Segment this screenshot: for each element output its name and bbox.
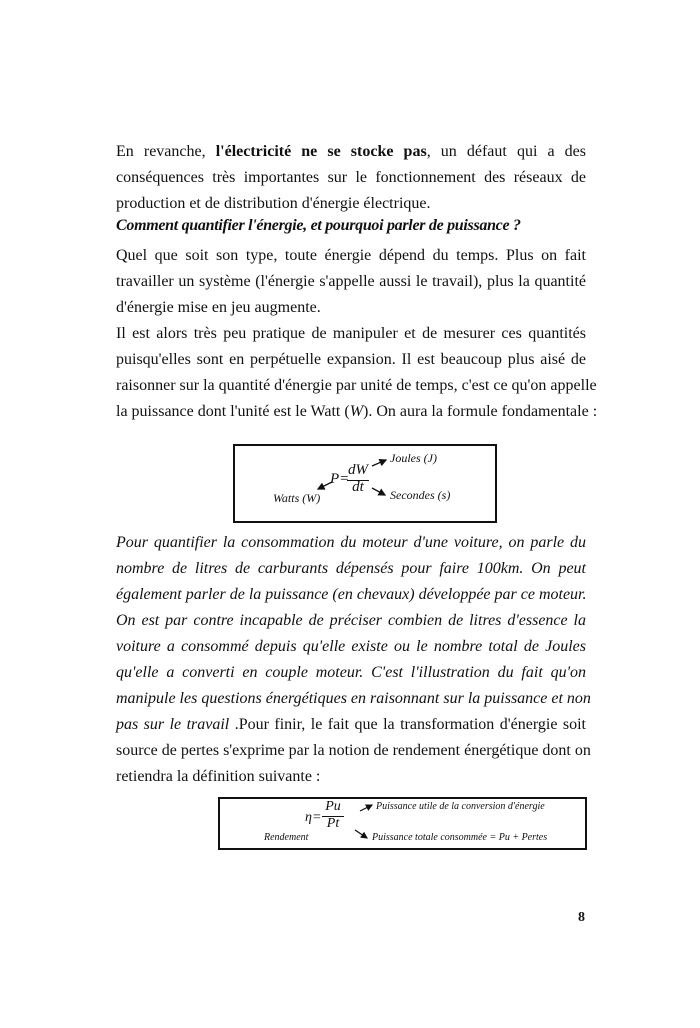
text-line: manipule les questions énergétiques en raisonnant sur la puissance et non bbox=[116, 690, 591, 707]
text-line: travailler un système (l'énergie s'appelle aussi le travail), plus la quantité bbox=[116, 273, 586, 290]
arrow-to-seconds bbox=[372, 488, 385, 495]
text-line: raisonner sur la quantité d'énergie par unité de temps, c'est ce qu'on appelle bbox=[116, 377, 597, 394]
text-line: la puissance dont l'unité est le Watt (W). On aura la formule fondamentale : bbox=[116, 403, 598, 420]
arrow-to-joules bbox=[372, 460, 386, 466]
text-line: En revanche, l'électricité ne se stocke pas, un défaut qui a des bbox=[116, 143, 587, 160]
text-line: conséquences très importantes sur le fonctionnement des réseaux de bbox=[116, 169, 586, 186]
text-line: également parler de la puissance (en chevaux) développée par ce moteur. bbox=[116, 586, 587, 603]
formula-denominator: dt bbox=[352, 479, 364, 495]
text-line: pas sur le travail .Pour finir, le fait que la transformation d'énergie soit bbox=[116, 716, 587, 733]
label-watts: Watts (W) bbox=[273, 491, 321, 505]
emphasis-text: l'électricité ne se stocke pas bbox=[215, 143, 427, 160]
formula-lhs: P= bbox=[330, 471, 350, 487]
arrow-to-total-power bbox=[355, 830, 367, 838]
arrow-to-watts bbox=[318, 482, 332, 489]
label-rendement: Rendement bbox=[264, 832, 309, 843]
text-line: Pour quantifier la consommation du moteur d'une voiture, on parle du bbox=[116, 534, 586, 551]
text-line: production et de distribution d'énergie électrique. bbox=[116, 195, 431, 212]
label-total-power: Puissance totale consommée = Pu + Pertes bbox=[372, 832, 548, 843]
text-line: source de pertes s'exprime par la notion de rendement énergétique dont on bbox=[116, 742, 591, 759]
text-line: retiendra la définition suivante : bbox=[116, 768, 321, 785]
text-line: qu'elle a converti en couple moteur. C'est l'illustration du fait qu'on bbox=[116, 664, 586, 681]
formula-lhs: η= bbox=[305, 810, 322, 825]
arrow-to-useful-power bbox=[360, 805, 372, 811]
label-joules: Joules (J) bbox=[390, 451, 437, 465]
text-line: On est par contre incapable de préciser combien de litres d'essence la bbox=[116, 612, 586, 629]
text-line: Il est alors très peu pratique de manipuler et de mesurer ces quantités bbox=[116, 325, 586, 342]
formula-numerator: Pu bbox=[325, 799, 341, 814]
text-line: voiture a consommé depuis qu'elle existe ou le nombre total de Joules bbox=[116, 638, 586, 655]
text-line: puisqu'elles sont en perpétuelle expansion. Il est beaucoup plus aisé de bbox=[116, 351, 586, 368]
page-number: 8 bbox=[578, 910, 585, 925]
label-useful-power: Puissance utile de la conversion d'énergie bbox=[376, 801, 545, 812]
section-heading: Comment quantifier l'énergie, et pourquoi parler de puissance ? bbox=[116, 217, 521, 234]
text-line: d'énergie mise en jeu augmente. bbox=[116, 299, 321, 316]
formula-denominator: Pt bbox=[326, 816, 340, 831]
label-seconds: Secondes (s) bbox=[390, 488, 451, 502]
text-line: Quel que soit son type, toute énergie dépend du temps. Plus on fait bbox=[116, 247, 586, 264]
formula-numerator: dW bbox=[348, 462, 368, 478]
text-line: nombre de litres de carburants dépensés pour faire 100km. On peut bbox=[116, 560, 586, 577]
